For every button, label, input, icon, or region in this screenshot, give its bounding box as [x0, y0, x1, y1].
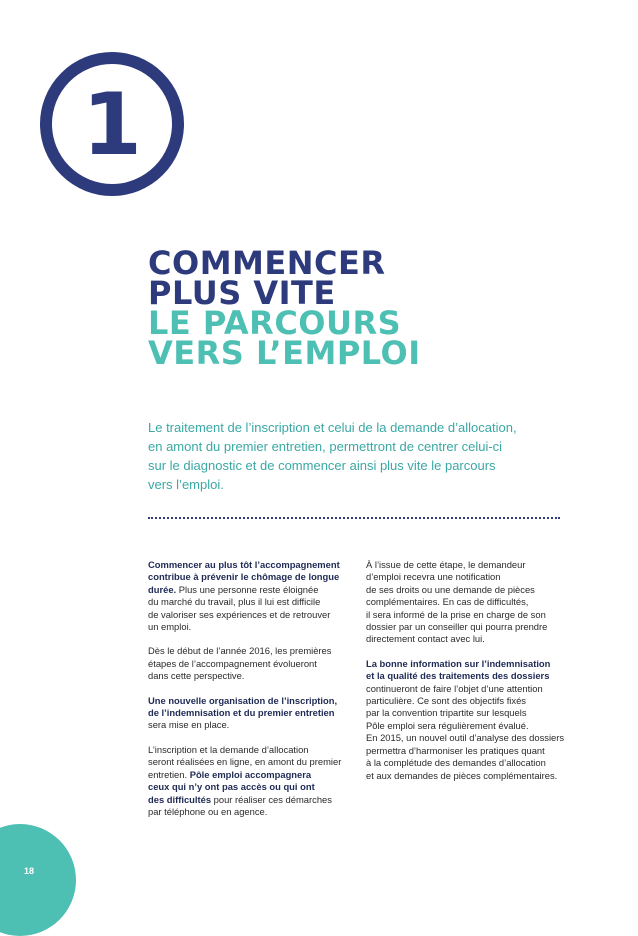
text-line: par la convention tripartite sur lesquels	[366, 707, 527, 719]
text-line: étapes de l’accompagnement évolueront	[148, 657, 317, 669]
text-line	[148, 781, 348, 793]
paragraph-notification	[366, 559, 566, 646]
text-line: À l’issue de cette étape, le demandeur	[366, 559, 526, 570]
title-line-3: LE PARCOURS	[148, 304, 402, 342]
text-line: directement contact avec lui.	[366, 633, 485, 645]
body-text: pour réaliser ces démarches	[211, 793, 332, 805]
paragraph-information-quality	[366, 658, 566, 782]
text-line	[148, 584, 348, 596]
text-line	[148, 794, 348, 806]
bold-text: ceux qui n’y ont pas accès ou qui ont	[148, 781, 315, 793]
title-line-2: PLUS VITE	[148, 274, 336, 312]
paragraph-early-support	[148, 559, 348, 633]
text-line: Pôle emploi sera régulièrement évalué.	[366, 719, 529, 731]
text-line	[148, 707, 348, 719]
bold-text: et la qualité des traitements des dossiers	[366, 670, 550, 682]
text-line: dossier par un conseiller qui pourra prendre	[366, 621, 548, 633]
text-line: de valoriser ses expériences et de retrouver	[148, 608, 331, 620]
paragraph-new-organisation	[148, 695, 348, 732]
text-line: L’inscription et la demande d’allocation	[148, 743, 309, 755]
text-line	[148, 559, 348, 571]
intro-line: Le traitement de l’inscription et celui de la demande d’allocation,	[148, 420, 517, 435]
bold-text: La bonne information sur l’indemnisation	[366, 657, 551, 669]
text-line	[148, 571, 348, 583]
text-line: complémentaires. En cas de difficultés,	[366, 596, 529, 608]
title-line-1: COMMENCER	[148, 244, 386, 282]
dotted-separator	[148, 517, 560, 519]
page-number: 18	[24, 866, 35, 876]
text-line: continueront de faire l’objet d’une attention	[366, 682, 543, 694]
right-column	[366, 559, 566, 794]
page-title	[148, 244, 421, 372]
intro-line: en amont du premier entretien, permettront de centrer celui-ci	[148, 439, 503, 454]
bold-text: contribue à prévenir le chômage de longue	[148, 571, 340, 583]
bold-text: Une nouvelle organisation de l’inscription,	[148, 694, 338, 706]
paragraph-2016	[148, 645, 348, 682]
chapter-number: 1	[82, 75, 142, 175]
body-text: entretien.	[148, 768, 190, 780]
intro-line: vers l’emploi.	[148, 477, 224, 492]
text-line: à la complétude des demandes d’allocation	[366, 757, 546, 769]
text-line: sera mise en place.	[148, 719, 230, 731]
chapter-number-badge	[38, 50, 186, 198]
text-line: Dès le début de l’année 2016, les premières	[148, 645, 332, 657]
text-line: du marché du travail, plus il lui est difficile	[148, 596, 321, 608]
bold-text: durée.	[148, 583, 177, 595]
body-text: Plus une personne reste éloignée	[176, 583, 319, 595]
text-line: En 2015, un nouvel outil d’analyse des dossiers	[366, 732, 565, 744]
text-line: d’emploi recevra une notification	[366, 571, 501, 583]
intro-paragraph	[148, 418, 548, 494]
text-line: seront réalisées en ligne, en amont du premier	[148, 756, 342, 768]
text-line: un emploi.	[148, 621, 192, 633]
text-line: particulière. Ce sont des objectifs fixés	[366, 695, 526, 707]
text-line: il sera informé de la prise en charge de son	[366, 608, 546, 620]
text-line: et aux demandes de pièces complémentaires.	[366, 769, 558, 781]
text-line	[366, 670, 566, 682]
bold-text: de l’indemnisation et du premier entretien	[148, 707, 335, 719]
text-line	[366, 658, 566, 670]
bold-text: Pôle emploi accompagnera	[189, 768, 312, 780]
bold-text: Commencer au plus tôt l’accompagnement	[148, 559, 340, 570]
title-line-4: VERS L’EMPLOI	[148, 334, 421, 372]
text-line: permettra d’harmoniser les pratiques quant	[366, 744, 545, 756]
left-column	[148, 559, 348, 830]
text-line: dans cette perspective.	[148, 670, 245, 682]
text-line: par téléphone ou en agence.	[148, 805, 268, 817]
text-line	[148, 769, 348, 781]
bold-text: des difficultés	[148, 793, 212, 805]
page-number-tab	[0, 824, 76, 936]
text-line: de ses droits ou une demande de pièces	[366, 583, 535, 595]
text-line	[148, 695, 348, 707]
paragraph-online-registration	[148, 744, 348, 818]
intro-line: sur le diagnostic et de commencer ainsi plus vite le parcours	[148, 458, 496, 473]
